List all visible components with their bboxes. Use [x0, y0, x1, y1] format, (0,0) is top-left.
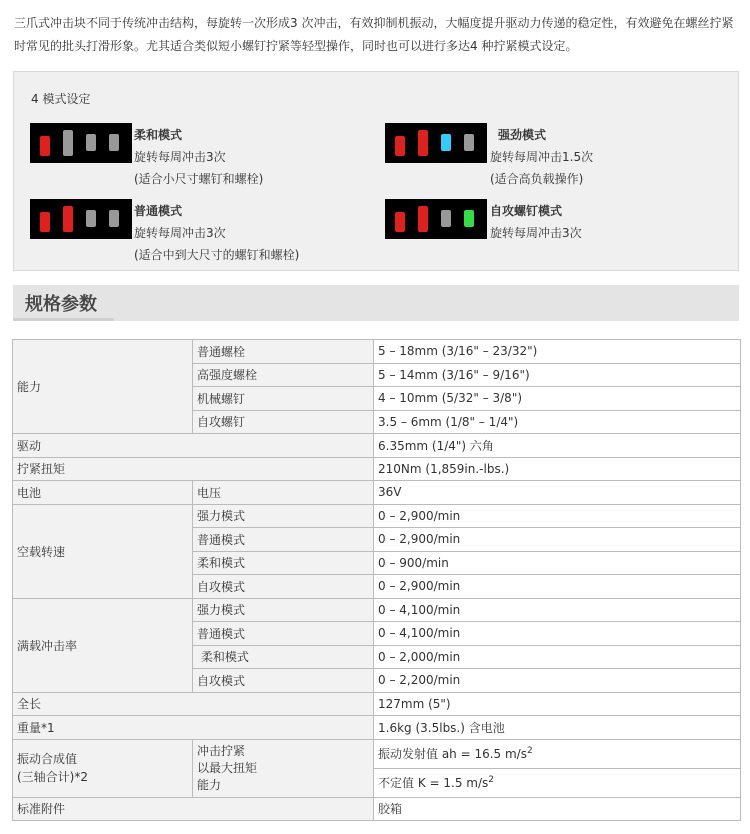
row-value: 3.5 – 6mm (1/8" – 1/4")	[374, 410, 741, 434]
row-sublabel: 普通螺栓	[193, 340, 374, 364]
mode-name: 自攻螺钉模式	[490, 204, 563, 218]
lcd-segment	[464, 134, 474, 151]
row-label: 拧紧扭矩	[13, 457, 374, 481]
table-row	[13, 340, 741, 364]
row-value: 5 – 18mm (3/16" – 23/32")	[374, 340, 741, 364]
row-value: 0 – 900/min	[374, 551, 741, 575]
lcd-segment	[395, 212, 405, 232]
superscript: 2	[488, 775, 494, 785]
table-row	[13, 481, 741, 505]
row-sublabel: 自攻模式	[193, 575, 374, 599]
table-row	[13, 716, 741, 740]
table-row	[13, 504, 741, 528]
row-value: 胶箱	[374, 797, 741, 821]
row-value: 0 – 2,900/min	[374, 528, 741, 552]
lcd-segment	[86, 210, 96, 227]
lcd-segment	[464, 210, 474, 227]
lcd-segment	[109, 134, 119, 151]
table-row	[13, 692, 741, 716]
row-sublabel: 机械螺钉	[193, 387, 374, 411]
lcd-segment	[40, 212, 50, 232]
row-label: 驱动	[13, 434, 374, 458]
row-sublabel: 普通模式	[193, 622, 374, 646]
spec-title: 规格参数	[25, 294, 97, 315]
row-label: 标准附件	[13, 797, 374, 821]
row-value: 4 – 10mm (5/32" – 3/8")	[374, 387, 741, 411]
row-value: 6.35mm (1/4") 六角	[374, 434, 741, 458]
lcd-segment	[63, 130, 73, 156]
row-label: 全长	[13, 692, 374, 716]
row-sublabel: 强力模式	[193, 598, 374, 622]
spec-title-underline	[13, 318, 114, 321]
lcd-indicator-icon	[30, 199, 132, 239]
lcd-segment	[441, 210, 451, 227]
row-value: 210Nm (1,859in.-lbs.)	[374, 457, 741, 481]
table-row	[13, 434, 741, 458]
row-sublabel: 高强度螺栓	[193, 363, 374, 387]
lcd-segment	[441, 134, 451, 151]
table-row	[13, 739, 741, 768]
mode-name: 强劲模式	[498, 128, 547, 142]
spec-header	[13, 285, 739, 321]
lcd-segment	[395, 136, 405, 156]
row-value: 0 – 2,900/min	[374, 504, 741, 528]
row-label: 满载冲击率	[13, 598, 193, 692]
mode-name: 柔和模式	[134, 128, 183, 142]
row-label: 电池	[13, 481, 193, 505]
table-row	[13, 797, 741, 821]
vib-k-value: 不定值 K = 1.5 m/s	[378, 776, 489, 790]
mode-desc: 旋转每周冲击3次	[134, 226, 226, 240]
row-label: 空载转速	[13, 504, 193, 598]
row-value: 1.6kg (3.5lbs.) 含电池	[374, 716, 741, 740]
row-value: 127mm (5")	[374, 692, 741, 716]
lcd-segment	[418, 130, 428, 156]
row-value: 36V	[374, 481, 741, 505]
row-sublabel: 自攻螺钉	[193, 410, 374, 434]
row-sublabel: 柔和模式	[193, 645, 374, 669]
row-sublabel: 柔和模式	[193, 551, 374, 575]
table-row	[13, 598, 741, 622]
modes-title: 4 模式设定	[31, 92, 91, 106]
mode-name: 普通模式	[134, 204, 183, 218]
row-label: 能力	[13, 340, 193, 434]
modes-panel	[13, 71, 739, 271]
lcd-segment	[63, 206, 73, 232]
row-value	[374, 768, 741, 797]
row-label: 重量*1	[13, 716, 374, 740]
row-value: 0 – 2,200/min	[374, 669, 741, 693]
lcd-indicator-icon	[385, 123, 487, 163]
row-sublabel: 冲击拧紧 以最大扭矩 能力	[193, 739, 374, 797]
lcd-segment	[86, 134, 96, 151]
lcd-segment	[109, 210, 119, 227]
row-sublabel: 强力模式	[193, 504, 374, 528]
lcd-indicator-icon	[385, 199, 487, 239]
lcd-segment	[418, 206, 428, 232]
spec-table	[12, 339, 741, 821]
mode-desc: 旋转每周冲击3次	[490, 226, 582, 240]
mode-note: (适合小尺寸螺钉和螺栓)	[134, 172, 264, 186]
mode-note: (适合中到大尺寸的螺钉和螺栓)	[134, 248, 300, 262]
table-row	[13, 457, 741, 481]
mode-note: (适合高负载操作)	[490, 172, 584, 186]
row-value	[374, 739, 741, 768]
superscript: 2	[526, 746, 533, 756]
row-value: 0 – 2,900/min	[374, 575, 741, 599]
row-value: 0 – 2,000/min	[374, 645, 741, 669]
row-sublabel: 电压	[193, 481, 374, 505]
row-value: 0 – 4,100/min	[374, 598, 741, 622]
lcd-segment	[40, 136, 50, 156]
lcd-indicator-icon	[30, 123, 132, 163]
intro-paragraph: 三爪式冲击块不同于传统冲击结构，每旋转一次形成3 次冲击，有效抑制机振动，大幅度提升驱动力传递的稳定性，有效避免在螺丝拧紧时常见的批头打滑形象。尤其适合类似短小螺钉拧紧等轻型操作，同时也可以进行多达4 种拧紧模式设定。	[14, 16, 734, 53]
row-sublabel: 普通模式	[193, 528, 374, 552]
vib-ah-value: 振动发射值 ah = 16.5 m/s	[378, 747, 527, 761]
row-value: 0 – 4,100/min	[374, 622, 741, 646]
mode-desc: 旋转每周冲击3次	[134, 150, 226, 164]
row-value: 5 – 14mm (3/16" – 9/16")	[374, 363, 741, 387]
row-label: 振动合成值 (三轴合计)*2	[13, 739, 193, 797]
mode-desc: 旋转每周冲击1.5次	[490, 150, 594, 164]
row-sublabel: 自攻模式	[193, 669, 374, 693]
